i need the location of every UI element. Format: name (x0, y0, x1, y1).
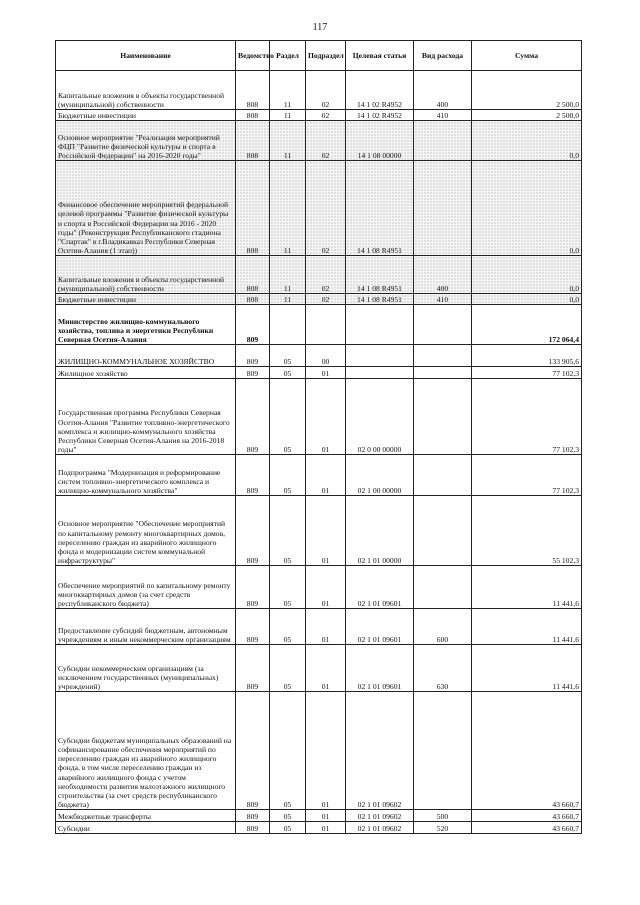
row-target-cell: 02 1 01 09602 (346, 692, 414, 810)
row-name-cell: Субсидии некоммерческим организациям (за исключением государственных (муниципальных) учреждений) (56, 645, 236, 692)
table-row (56, 256, 582, 294)
row-section-cell: 11 (270, 121, 306, 161)
row-exp-type-cell (414, 379, 472, 455)
row-sum-cell: 77 102,3 (472, 455, 582, 496)
budget-table (55, 40, 582, 834)
row-sum-cell: 55 102,3 (472, 496, 582, 566)
row-section-cell: 05 (270, 496, 306, 566)
row-sum-cell: 77 102,3 (472, 379, 582, 455)
row-target-cell: 02 1 01 09601 (346, 566, 414, 609)
row-section-cell: 05 (270, 379, 306, 455)
row-target-cell: 14 1 02 R4952 (346, 110, 414, 121)
row-exp-type-cell (414, 121, 472, 161)
row-subsection-cell: 02 (306, 256, 346, 294)
row-dept-cell: 808 (236, 71, 270, 110)
row-subsection-cell: 02 (306, 121, 346, 161)
row-sum-cell: 0,0 (472, 256, 582, 294)
row-dept-cell: 809 (236, 496, 270, 566)
row-name-cell: Министерство жилищно-коммунального хозяйства, топлива и энергетики Республики Северная Осетия-Алания (56, 305, 236, 345)
row-target-cell (346, 367, 414, 379)
row-dept-cell: 809 (236, 379, 270, 455)
row-dept-cell: 808 (236, 110, 270, 121)
table-row (56, 609, 582, 645)
row-subsection-cell: 01 (306, 810, 346, 822)
row-sum-cell: 77 102,3 (472, 367, 582, 379)
row-exp-type-cell (414, 345, 472, 367)
row-name-cell: Капитальные вложения в объекты государственной (муниципальной) собственности (56, 256, 236, 294)
row-subsection-cell: 01 (306, 455, 346, 496)
table-row (56, 455, 582, 496)
row-section-cell: 11 (270, 256, 306, 294)
row-exp-type-cell: 630 (414, 645, 472, 692)
row-dept-cell: 808 (236, 294, 270, 305)
header-subsection: Подраздел (306, 41, 346, 71)
row-name-cell: Основное мероприятие "Реализация мероприятий ФЦП "Развитие физической культуры и спорта в Российской Федерации" на 2016-2020 годы" (56, 121, 236, 161)
table-row (56, 379, 582, 455)
row-dept-cell: 809 (236, 645, 270, 692)
row-exp-type-cell (414, 367, 472, 379)
table-row (56, 367, 582, 379)
table-row (56, 305, 582, 345)
row-name-cell: Обеспечение мероприятий по капитальному ремонту многоквартирных домов (за счет средств республиканского бюджета) (56, 566, 236, 609)
row-subsection-cell: 00 (306, 345, 346, 367)
row-exp-type-cell (414, 692, 472, 810)
table-row (56, 161, 582, 256)
row-dept-cell: 808 (236, 121, 270, 161)
row-exp-type-cell: 410 (414, 110, 472, 121)
row-exp-type-cell: 500 (414, 810, 472, 822)
row-section-cell: 05 (270, 692, 306, 810)
row-dept-cell: 809 (236, 822, 270, 834)
row-exp-type-cell (414, 496, 472, 566)
row-sum-cell: 2 500,0 (472, 71, 582, 110)
table-body (56, 71, 582, 834)
row-section-cell: 05 (270, 609, 306, 645)
row-subsection-cell: 02 (306, 161, 346, 256)
row-subsection-cell (306, 305, 346, 345)
row-subsection-cell: 01 (306, 645, 346, 692)
row-sum-cell: 43 660,7 (472, 822, 582, 834)
row-target-cell: 02 1 01 00000 (346, 496, 414, 566)
header-row (56, 41, 582, 71)
row-sum-cell: 0,0 (472, 161, 582, 256)
row-section-cell: 11 (270, 71, 306, 110)
row-sum-cell: 11 441,6 (472, 645, 582, 692)
row-sum-cell: 11 441,6 (472, 566, 582, 609)
header-section: Раздел (270, 41, 306, 71)
row-dept-cell: 809 (236, 345, 270, 367)
header-dept: Ведомство (236, 41, 270, 71)
row-target-cell (346, 345, 414, 367)
row-subsection-cell: 01 (306, 822, 346, 834)
row-section-cell: 11 (270, 161, 306, 256)
row-sum-cell: 43 660,7 (472, 810, 582, 822)
row-sum-cell: 0,0 (472, 121, 582, 161)
row-dept-cell: 809 (236, 305, 270, 345)
row-exp-type-cell (414, 305, 472, 345)
row-target-cell: 14 1 08 R4951 (346, 256, 414, 294)
row-target-cell: 02 0 00 00000 (346, 379, 414, 455)
row-section-cell: 05 (270, 345, 306, 367)
row-subsection-cell: 01 (306, 496, 346, 566)
row-target-cell: 02 1 01 09601 (346, 609, 414, 645)
row-exp-type-cell: 410 (414, 294, 472, 305)
row-section-cell: 05 (270, 566, 306, 609)
row-name-cell: Основное мероприятие "Обеспечение мероприятий по капитальному ремонту многоквартирных домов, переселению граждан из аварийного жилищного фонда и модернизации систем коммунальной инфраструктуры" (56, 496, 236, 566)
row-dept-cell: 809 (236, 609, 270, 645)
row-subsection-cell: 02 (306, 110, 346, 121)
row-section-cell (270, 305, 306, 345)
header-target: Целевая статья (346, 41, 414, 71)
row-target-cell: 02 1 01 09601 (346, 645, 414, 692)
row-subsection-cell: 01 (306, 566, 346, 609)
header-exp-type: Вид расхода (414, 41, 472, 71)
table-row (56, 692, 582, 810)
table-row (56, 71, 582, 110)
row-name-cell: Капитальные вложения в объекты государственной (муниципальной) собственности (56, 71, 236, 110)
row-section-cell: 05 (270, 367, 306, 379)
row-section-cell: 05 (270, 645, 306, 692)
row-name-cell: Бюджетные инвестиции (56, 110, 236, 121)
row-sum-cell: 133 905,6 (472, 345, 582, 367)
row-subsection-cell: 02 (306, 294, 346, 305)
row-sum-cell: 2 500,0 (472, 110, 582, 121)
row-section-cell: 11 (270, 110, 306, 121)
row-section-cell: 05 (270, 822, 306, 834)
row-sum-cell: 0,0 (472, 294, 582, 305)
row-exp-type-cell (414, 161, 472, 256)
row-sum-cell: 172 064,4 (472, 305, 582, 345)
row-target-cell (346, 305, 414, 345)
table-row (56, 121, 582, 161)
row-dept-cell: 809 (236, 692, 270, 810)
row-dept-cell: 809 (236, 455, 270, 496)
row-name-cell: Государственная программа Республики Северная Осетия-Алания "Развитие топливно-энергетического комплекса и жилищно-коммунального хозяйства Республики Северная Осетия-Алания на 2016-2018 годы" (56, 379, 236, 455)
row-subsection-cell: 01 (306, 609, 346, 645)
row-subsection-cell: 01 (306, 367, 346, 379)
row-subsection-cell: 02 (306, 71, 346, 110)
row-name-cell: Финансовое обеспечение мероприятий федеральной целевой программы "Развитие физической культуры и спорта в Российской Федерации на 2016 - 2020 годы" (Реконструкция Республиканского стадиона "Спартак" в г.Владикавказ Республики Северная Осетия-Алания (1 этап)) (56, 161, 236, 256)
row-name-cell: Предоставление субсидий бюджетным, автономным учреждениям и иным некоммерческим организациям (56, 609, 236, 645)
row-target-cell: 02 1 01 09602 (346, 822, 414, 834)
row-name-cell: Жилищное хозяйство (56, 367, 236, 379)
row-name-cell: Субсидии (56, 822, 236, 834)
row-name-cell: Бюджетные инвестиции (56, 294, 236, 305)
row-subsection-cell: 01 (306, 692, 346, 810)
table-row (56, 294, 582, 305)
row-exp-type-cell (414, 566, 472, 609)
row-name-cell: Субсидии бюджетам муниципальных образований на софинансирование обеспечения мероприятий по переселению граждан из аварийного жилищного фонда, в том числе переселению граждан из аварийного жилищного фонда с учетом необходимости развития малоэтажного жилищного строительства (за счет средств республиканского бюджета) (56, 692, 236, 810)
table-row (56, 496, 582, 566)
row-subsection-cell: 01 (306, 379, 346, 455)
row-section-cell: 05 (270, 810, 306, 822)
row-target-cell: 14 1 08 R4951 (346, 294, 414, 305)
row-sum-cell: 11 441,6 (472, 609, 582, 645)
row-dept-cell: 808 (236, 161, 270, 256)
table-row (56, 810, 582, 822)
row-exp-type-cell: 400 (414, 256, 472, 294)
row-section-cell: 05 (270, 455, 306, 496)
row-target-cell: 02 1 00 00000 (346, 455, 414, 496)
row-exp-type-cell: 600 (414, 609, 472, 645)
row-section-cell: 11 (270, 294, 306, 305)
row-target-cell: 02 1 01 09602 (346, 810, 414, 822)
row-target-cell: 14 1 08 R4951 (346, 161, 414, 256)
row-name-cell: ЖИЛИЩНО-КОММУНАЛЬНОЕ ХОЗЯЙСТВО (56, 345, 236, 367)
row-dept-cell: 809 (236, 566, 270, 609)
header-sum: Сумма (472, 41, 582, 71)
row-exp-type-cell: 400 (414, 71, 472, 110)
row-dept-cell: 809 (236, 367, 270, 379)
row-name-cell: Межбюджетные трансферты (56, 810, 236, 822)
row-exp-type-cell (414, 455, 472, 496)
table-row (56, 110, 582, 121)
row-sum-cell: 43 660,7 (472, 692, 582, 810)
page-number: 117 (312, 22, 328, 33)
row-dept-cell: 808 (236, 256, 270, 294)
row-dept-cell: 809 (236, 810, 270, 822)
row-exp-type-cell: 520 (414, 822, 472, 834)
table-row (56, 566, 582, 609)
table-row (56, 345, 582, 367)
table-row (56, 645, 582, 692)
table-row (56, 822, 582, 834)
row-target-cell: 14 1 08 00000 (346, 121, 414, 161)
header-name: Наименование (56, 41, 236, 71)
row-name-cell: Подпрограмма "Модернизация и реформирование систем топливно-энергетического комплекса и жилищно-коммунального хозяйства" (56, 455, 236, 496)
row-target-cell: 14 1 02 R4952 (346, 71, 414, 110)
